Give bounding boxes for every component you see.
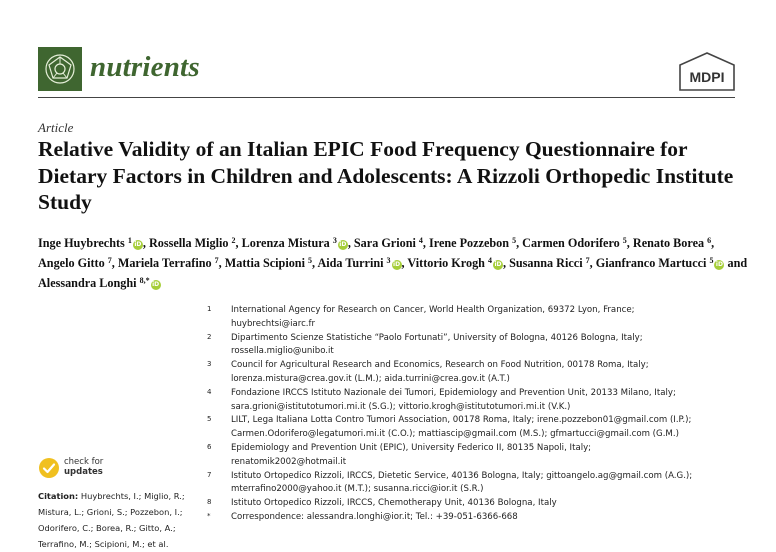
author-name: Lorenza Mistura [241, 236, 330, 250]
affiliation-line: renatomik2002@hotmail.it [231, 456, 347, 467]
affiliation-line: Dipartimento Scienze Statistiche “Paolo Fortunati”, University of Bologna, 40126 Bologna, Italy; [231, 332, 643, 343]
affiliation-item [207, 304, 767, 332]
affiliation-line: International Agency for Research on Cancer, World Health Organization, 69372 Lyon, France; [231, 305, 635, 315]
affiliation-line: huybrechtsi@iarc.fr [231, 318, 316, 329]
author-separator: , [626, 236, 630, 250]
author-name: Irene Pozzebon [429, 236, 510, 250]
author[interactable] [429, 236, 516, 250]
author-affiliation-number: 4 [488, 256, 492, 265]
affiliation-number: * [207, 511, 211, 520]
author-separator: , [711, 236, 715, 250]
author-name: Aida Turrini [317, 256, 384, 270]
citation-label: Citation: [38, 491, 79, 501]
author-affiliation-number: 8,* [139, 276, 150, 285]
affiliation-item [207, 387, 767, 415]
affiliation-line: sara.grioni@istitutotumori.mi.it (S.G.); vittorio.krogh@istitutotumori.mi.it (V.K.) [231, 401, 571, 412]
affiliation-line: Epidemiology and Prevention Unit (EPIC), University Federico II, 80135 Napoli, Italy; [231, 442, 592, 453]
affiliation-item [207, 414, 767, 442]
author-separator: , [312, 256, 316, 270]
author-affiliation-number: 5 [308, 256, 313, 265]
affiliation-number: 5 [207, 415, 212, 424]
author-separator: and [724, 256, 748, 270]
author[interactable] [407, 256, 503, 270]
article-title: Relative Validity of an Italian EPIC Food Frequency Questionnaire for Dietary Factors in Children and Adolescents: A Rizzoli Orthopedic Institute Study [38, 137, 734, 214]
affiliation-line: Carmen.Odorifero@legatumori.mi.it (C.O.); mattiascip@gmail.com (M.S.); gfmartucci@gmail.com (G.M.) [231, 429, 679, 440]
check-for-updates-button[interactable] [38, 455, 128, 481]
citation-line: Mistura, L.; Grioni, S.; Pozzebon, I.; [38, 507, 183, 517]
affiliation-item [207, 359, 767, 387]
author-separator: , [503, 256, 507, 270]
author[interactable] [118, 256, 219, 270]
author-separator: , [347, 236, 351, 250]
citation-line: Huybrechts, I.; Miglio, R.; [78, 491, 185, 501]
author[interactable] [38, 276, 161, 290]
affiliation-item [207, 470, 767, 498]
author-affiliation-number: 4 [418, 236, 423, 245]
orcid-icon[interactable]: iD [715, 261, 723, 268]
affiliation-line: Fondazione IRCCS Istituto Nazionale dei Tumori, Epidemiology and Prevention Unit, 20133 Milano, Italy; [231, 387, 676, 398]
affiliation-number: 4 [207, 387, 212, 396]
author[interactable] [317, 256, 401, 270]
author-list [38, 232, 750, 292]
orcid-icon[interactable]: iD [393, 261, 401, 268]
author-name: Susanna Ricci [509, 256, 583, 270]
citation-line: Odorifero, C.; Borea, R.; Gitto, A.; [38, 523, 176, 533]
affiliation-number: 8 [207, 498, 212, 507]
affiliation-line: LILT, Lega Italiana Lotta Contro Tumori Association, 00178 Roma, Italy; irene.pozzebon01@gmail.com (I.P.); [231, 415, 692, 426]
author[interactable] [149, 236, 236, 250]
author[interactable] [354, 236, 423, 250]
author-name: Alessandra Longhi [38, 276, 137, 290]
author[interactable] [596, 256, 725, 270]
author-affiliation-number: 3 [386, 256, 391, 265]
author[interactable] [633, 236, 711, 250]
check-updates-line2: updates [64, 467, 103, 477]
orcid-icon[interactable]: iD [152, 281, 160, 288]
author-affiliation-number: 6 [707, 236, 712, 245]
journal-logo-icon [38, 47, 82, 91]
citation-block [38, 488, 198, 552]
author-affiliation-number: 5 [709, 256, 714, 265]
affiliation-line: Istituto Ortopedico Rizzoli, IRCCS, Dietetic Service, 40136 Bologna, Italy; gittoangelo.ag@gmail.com (A.G.); [231, 470, 693, 481]
affiliation-line: Correspondence: alessandra.longhi@ior.it; Tel.: +39-051-6366-668 [231, 511, 518, 522]
affiliation-item [207, 497, 767, 511]
svg-text:MDPI: MDPI [689, 69, 725, 85]
author-name: Rossella Miglio [148, 236, 229, 250]
author-affiliation-number: 1 [127, 236, 132, 245]
affiliation-item [207, 511, 767, 525]
citation-line: Terrafino, M.; Scipioni, M.; et al. [38, 539, 169, 549]
author-affiliation-number: 7 [107, 256, 112, 265]
author-name: Gianfranco Martucci [595, 256, 707, 270]
author-affiliation-number: 5 [512, 236, 517, 245]
affiliation-line: Council for Agricultural Research and Economics, Research on Food Nutrition, 00178 Roma, Italy; [231, 360, 649, 371]
affiliation-number: 6 [207, 442, 212, 451]
orcid-icon[interactable]: iD [494, 261, 502, 268]
check-updates-line1: check for [64, 457, 104, 467]
author[interactable] [242, 236, 348, 250]
article-type: Article [38, 120, 74, 135]
header-rule [38, 97, 735, 98]
affiliation-line: Istituto Ortopedico Rizzoli, IRCCS, Chemotherapy Unit, 40136 Bologna, Italy [231, 498, 557, 509]
author-name: Vittorio Krogh [407, 256, 485, 270]
mdpi-logo-icon [678, 52, 736, 92]
author[interactable] [522, 236, 627, 250]
author[interactable] [38, 236, 143, 250]
orcid-icon[interactable]: iD [339, 241, 347, 248]
author-name: Inge Huybrechts [38, 236, 125, 250]
author[interactable] [225, 256, 312, 270]
author-separator: , [422, 236, 426, 250]
author-separator: , [516, 236, 520, 250]
affiliation-number: 2 [207, 332, 212, 341]
author-affiliation-number: 3 [332, 236, 337, 245]
author-separator: , [589, 256, 593, 270]
author-separator: , [235, 236, 239, 250]
orcid-icon[interactable]: iD [134, 241, 142, 248]
author-name: Mariela Terrafino [117, 256, 212, 270]
author-name: Renato Borea [632, 236, 705, 250]
affiliation-number: 7 [207, 470, 212, 479]
author[interactable] [38, 256, 112, 270]
author-separator: , [401, 256, 405, 270]
affiliation-number: 1 [207, 305, 212, 313]
affiliation-line: lorenza.mistura@crea.gov.it (L.M.); aida.turrini@crea.gov.it (A.T.) [231, 373, 510, 384]
affiliation-item [207, 442, 767, 470]
author-name: Mattia Scipioni [224, 256, 305, 270]
author-affiliation-number: 2 [231, 236, 236, 245]
author-affiliation-number: 7 [585, 256, 590, 265]
journal-name: nutrients [90, 51, 200, 83]
affiliation-number: 3 [207, 360, 212, 369]
author-separator: , [218, 256, 222, 270]
affiliation-item [207, 332, 767, 360]
author-name: Angelo Gitto [38, 256, 105, 270]
author-affiliation-number: 5 [622, 236, 627, 245]
check-updates-icon [38, 457, 60, 479]
author-name: Carmen Odorifero [522, 236, 620, 250]
author-affiliation-number: 7 [214, 256, 219, 265]
author[interactable] [509, 256, 590, 270]
affiliation-line: rossella.miglio@unibo.it [231, 346, 334, 357]
author-separator: , [111, 256, 115, 270]
author-name: Sara Grioni [353, 236, 416, 250]
affiliations-list [207, 304, 767, 525]
affiliation-line: mterrafino2000@yahoo.it (M.T.); susanna.ricci@ior.it (S.R.) [231, 484, 484, 495]
author-separator: , [142, 236, 146, 250]
